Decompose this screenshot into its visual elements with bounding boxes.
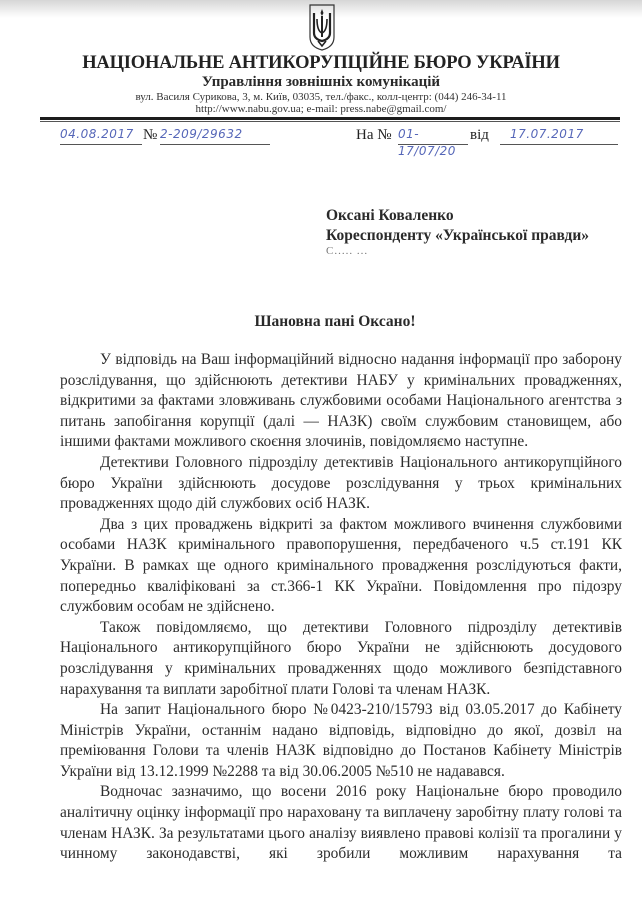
department-name: Управління зовнішніх комунікацій [201,74,441,90]
addressee-name: Оксані Коваленко [326,207,454,224]
in-reply-number: 01-17/07/20 [398,127,456,158]
organization-address: вул. Василя Сурикова, 3, м. Київ, 03035, тел./факс., колл-центр: (044) 246-34-11 [135,91,507,103]
redacted-line: С..... ... [326,245,369,257]
in-reply-date-field [500,126,618,145]
outgoing-number: 2-209/29632 [160,127,243,141]
outgoing-number-field [160,126,270,145]
body-paragraph: Два з цих проваджень відкриті за фактом можливого вчинення службовими особами НАЗК кримінального правопорушення, передбаченого ч.5 ст.191 КК України. В рамках ще одного кримінального провадження розслідуються факти, попередньо кваліфіковані за ст.366-1 КК України. Повідомлення про підозру службовим особам не здійснено. [60,515,622,616]
reference-line [0,124,642,158]
body-paragraph: На запит Національного бюро №0423-210/15793 від 03.05.2017 до Кабінету Міністрів України, останнім надано відповідь, відповідно до якої, дозвіл на преміювання Голови та членів НАЗК відповідно до Постанов Кабінету Міністрів України від 13.12.1999 №2288 та від 30.06.2005 №510 не надавався. [60,701,622,780]
in-reply-number-field [398,126,468,158]
number-label: № [143,127,158,143]
body-paragraph: Водночас зазначимо, що восени 2016 року Національне бюро проводило аналітичну оцінку інформації про нараховану та виплачену заробітну плату голові та членам НАЗК. За результатами цього аналізу виявлено правові колізії та прогалини у чинному законодавстві, які зробили можливим нарахування та [60,783,622,863]
body-paragraph: Також повідомляємо, що детективи Головного підрозділу детективів Національного антикорупційного бюро України не здійснюють досудового розслідування у кримінальних провадженнях щодо можливого безпідставного нарахування та виплати заробітної плати Голові та членам НАЗК. [60,618,622,698]
letter-body [60,350,622,865]
outgoing-date: 04.08.2017 [60,127,134,141]
in-reply-label: На № [356,127,392,143]
letterhead-rule-thin [40,121,620,122]
organization-name: НАЦІОНАЛЬНЕ АНТИКОРУПЦІЙНЕ БЮРО УКРАЇНИ [82,53,560,73]
in-reply-date: 17.07.2017 [510,127,584,141]
addressee-position: Кореспонденту «Української правди» [326,227,590,244]
trident-emblem-icon [308,3,336,51]
organization-contacts: http://www.nabu.gov.ua; e-mail: press.nabe@gmail.com/ [195,103,447,115]
body-paragraph: У відповідь на Ваш інформаційний відносно надання інформації про заборону розслідування, що здійснюють детективи НАБУ у кримінальних провадженнях, відкритими за фактами зловживань службовими особами Національного агентства з питань запобігання корупції (далі — НАЗК) своїм службовим становищем, або іншими фактами можливого скоєння злочинів, повідомляємо наступне. [60,351,622,451]
outgoing-date-field [60,126,142,145]
addressee-block [326,206,589,246]
letterhead-rule [40,117,620,120]
greeting: Шановна пані Оксано! [254,313,416,330]
from-label: від [470,127,489,143]
body-paragraph: Детективи Головного підрозділу детективів Національного антикорупційного бюро України здійснюють досудове розслідування у трьох кримінальних провадженнях щодо дій службових осіб НАЗК. [60,453,622,513]
